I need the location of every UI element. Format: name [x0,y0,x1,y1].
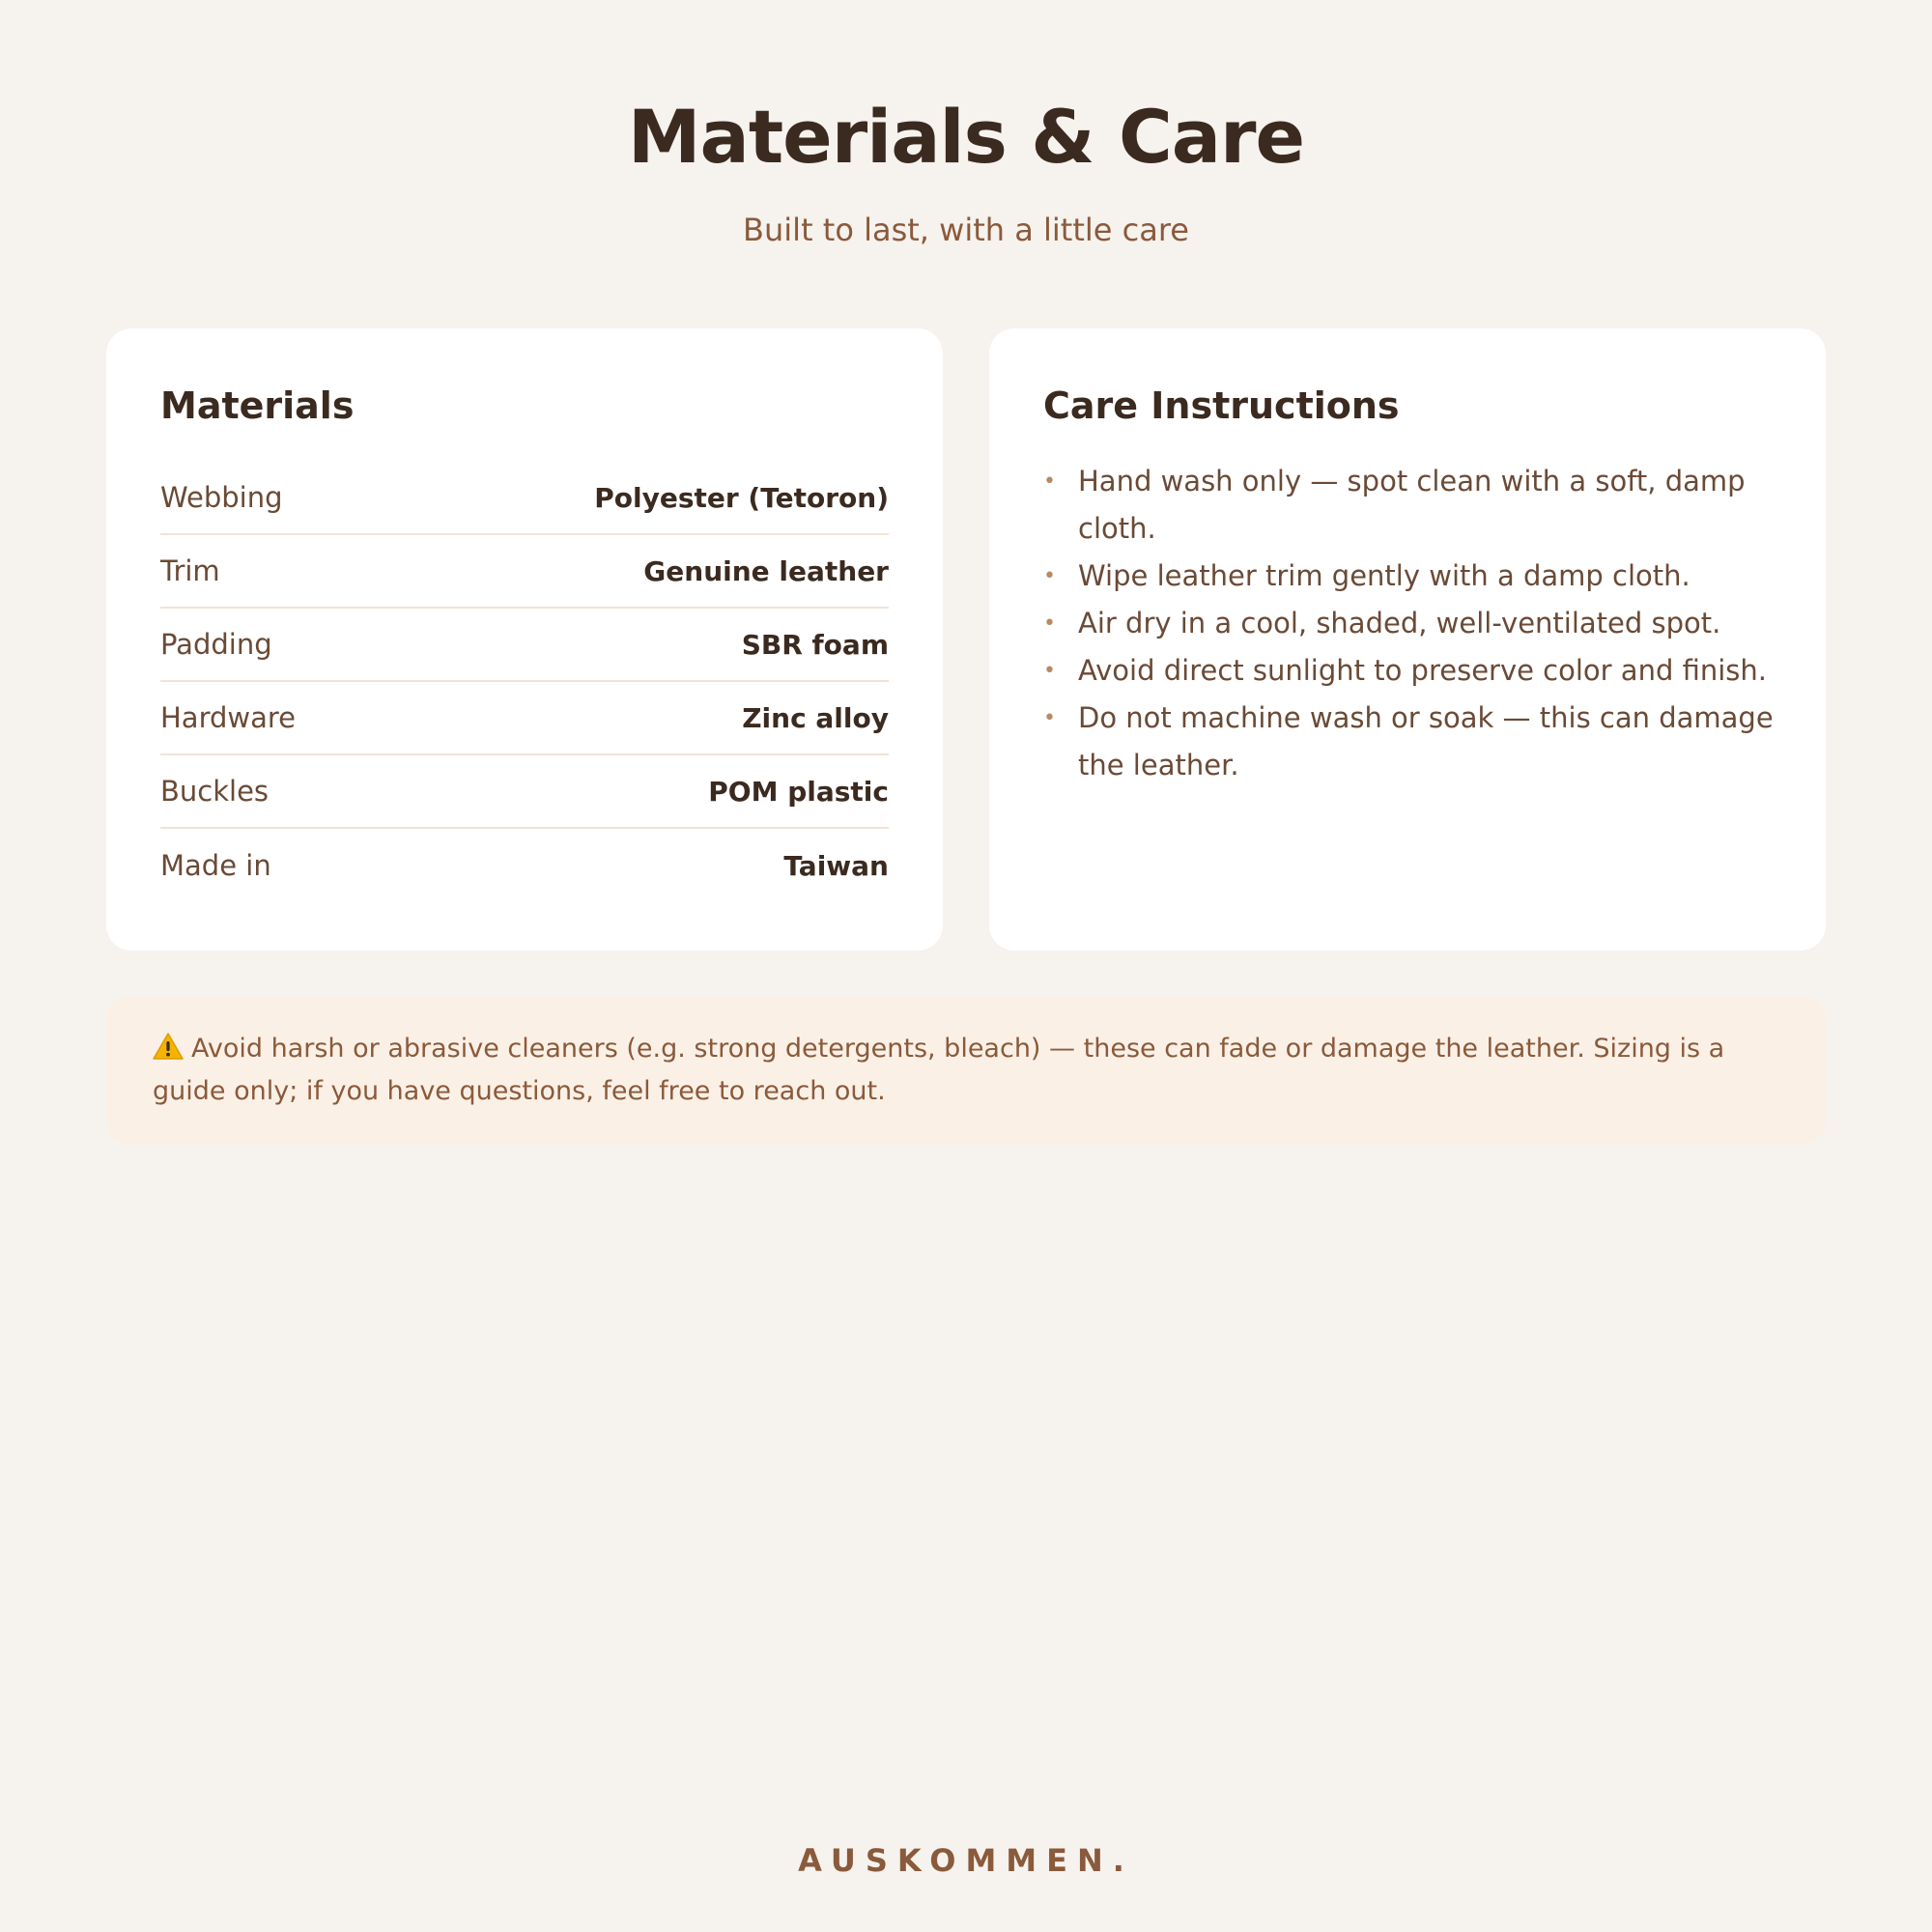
care-list [1043,458,1787,789]
care-item [1043,600,1787,647]
material-label: Trim [160,554,220,587]
material-value: Zinc alloy [742,701,889,734]
materials-table [160,462,889,902]
materials-row-padding [160,609,889,682]
bullet-icon: • [1043,564,1056,588]
materials-row-webbing [160,462,889,535]
materials-row-made-in [160,829,889,902]
material-value: SBR foam [741,628,889,661]
materials-row-trim [160,535,889,609]
warning-icon [153,1033,184,1060]
notice-text: Avoid harsh or abrasive cleaners (e.g. strong detergents, bleach) — these can fade or damage the leather. Sizing is a guide only; if you have questions, feel free to reach out. [153,1034,1725,1106]
care-item-text: Hand wash only — spot clean with a soft, damp cloth. [1078,465,1746,545]
material-label: Buckles [160,775,270,808]
care-item [1043,458,1787,553]
materials-row-buckles [160,755,889,829]
care-item [1043,647,1787,695]
materials-card [106,328,943,951]
material-value: Taiwan [783,849,889,882]
care-item-text: Air dry in a cool, shaded, well-ventilated spot. [1078,607,1721,639]
care-card [989,328,1826,951]
material-value: Genuine leather [643,554,889,587]
material-value: POM plastic [708,775,889,808]
bullet-icon: • [1043,659,1056,683]
materials-heading: Materials [160,384,355,427]
care-item [1043,553,1787,600]
care-item-text: Wipe leather trim gently with a damp cloth. [1078,559,1690,592]
material-label: Webbing [160,481,283,514]
material-label: Made in [160,849,271,882]
bullet-icon: • [1043,611,1056,636]
care-item [1043,695,1787,789]
brand-logo: AUSKOMMEN. [798,1842,1134,1879]
care-item-text: Avoid direct sunlight to preserve color and finish. [1078,654,1767,687]
material-label: Hardware [160,701,297,734]
care-heading: Care Instructions [1043,384,1400,427]
care-item-text: Do not machine wash or soak — this can damage the leather. [1078,701,1774,781]
bullet-icon: • [1043,469,1056,494]
care-notice [106,997,1826,1144]
materials-row-hardware [160,682,889,755]
page-subtitle: Built to last, with a little care [743,212,1189,248]
material-label: Padding [160,628,272,661]
material-value: Polyester (Tetoron) [594,481,889,514]
bullet-icon: • [1043,706,1056,730]
page-title: Materials & Care [627,94,1305,180]
